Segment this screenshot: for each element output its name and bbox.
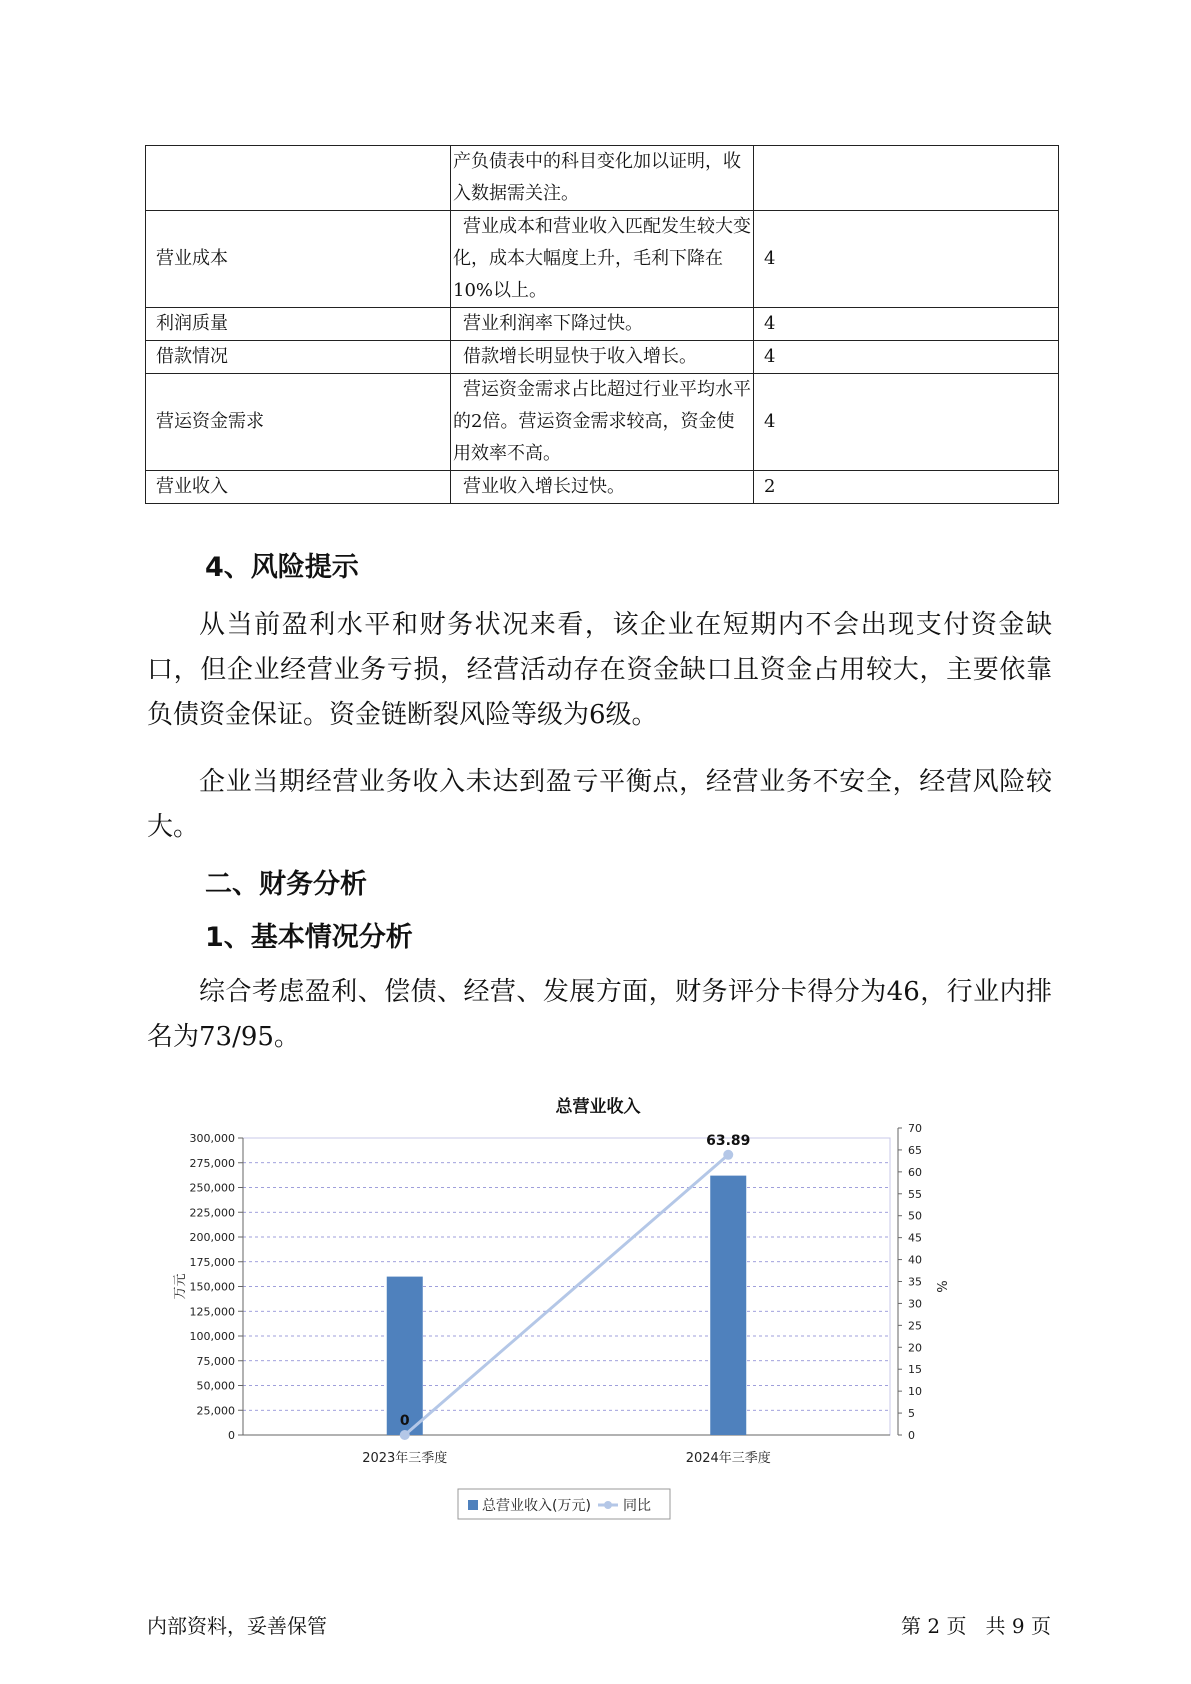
y2-tick-label: 0 <box>908 1429 915 1442</box>
bar <box>710 1176 746 1435</box>
table-cell-item: 营业收入 <box>146 471 451 504</box>
risk-paragraph-2: 企业当期经营业务收入未达到盈亏平衡点，经营业务不安全，经营风险较大。 <box>147 767 1052 842</box>
y2-axis-label: % <box>933 1280 948 1293</box>
x-tick-label: 2024年三季度 <box>685 1451 771 1466</box>
table-row <box>146 374 1059 471</box>
table-cell-score: 4 <box>754 211 1059 308</box>
table-cell-item: 借款情况 <box>146 341 451 374</box>
y2-tick-label: 60 <box>908 1165 922 1179</box>
y-tick-label: 125,000 <box>189 1305 235 1319</box>
table-row <box>146 341 1059 374</box>
y2-tick-label: 45 <box>908 1231 922 1245</box>
y-tick-label: 250,000 <box>189 1181 235 1195</box>
y2-tick-label: 50 <box>908 1209 922 1223</box>
y-tick-label: 300,000 <box>189 1132 235 1145</box>
legend-bar-label: 总营业收入(万元) <box>482 1498 591 1514</box>
table-cell-score <box>754 146 1059 211</box>
table-row <box>146 471 1059 504</box>
y-tick-label: 150,000 <box>189 1280 235 1294</box>
table-cell-desc: 营业成本和营业收入匹配发生较大变化，成本大幅度上升，毛利下降在10%以上。 <box>451 211 754 308</box>
basic-analysis-heading: 1、基本情况分析 <box>205 922 413 953</box>
legend-bar-swatch <box>468 1500 478 1510</box>
table-row <box>146 211 1059 308</box>
footer-confidential: 内部资料，妥善保管 <box>147 1614 327 1638</box>
table-cell-score: 4 <box>754 374 1059 471</box>
y2-tick-label: 5 <box>908 1407 915 1421</box>
y-tick-label: 200,000 <box>189 1231 235 1244</box>
legend-line-marker <box>604 1501 612 1509</box>
y2-tick-label: 25 <box>908 1319 922 1333</box>
y-tick-label: 75,000 <box>196 1354 235 1368</box>
y2-tick-label: 20 <box>908 1341 922 1355</box>
finance-heading: 二、财务分析 <box>205 869 367 900</box>
y-tick-label: 225,000 <box>189 1206 235 1220</box>
table-cell-item: 利润质量 <box>146 308 451 341</box>
x-tick-label: 2023年三季度 <box>362 1451 448 1466</box>
y-axis-label: 万元 <box>173 1273 188 1300</box>
y-tick-label: 100,000 <box>189 1330 235 1343</box>
basic-analysis-paragraph: 综合考虑盈利、偿债、经营、发展方面，财务评分卡得分为46，行业内排名为73/95。 <box>147 977 1052 1052</box>
table-cell-desc: 借款增长明显快于收入增长。 <box>451 341 754 374</box>
y2-tick-label: 40 <box>908 1253 922 1267</box>
table-cell-item: 营运资金需求 <box>146 374 451 471</box>
table-cell-score: 4 <box>754 308 1059 341</box>
y2-tick-label: 30 <box>908 1297 922 1311</box>
line-series <box>405 1155 729 1435</box>
table-cell-score: 2 <box>754 471 1059 504</box>
y-tick-label: 275,000 <box>189 1156 235 1170</box>
y2-tick-label: 35 <box>908 1275 922 1289</box>
risk-factor-table <box>145 145 1059 504</box>
data-label: 0 <box>399 1413 410 1429</box>
bar <box>387 1277 423 1435</box>
y2-tick-label: 55 <box>908 1187 922 1201</box>
y-tick-label: 175,000 <box>189 1255 235 1269</box>
table-cell-score: 4 <box>754 341 1059 374</box>
table-cell-item: 营业成本 <box>146 211 451 308</box>
revenue-chart <box>140 1090 1040 1550</box>
y2-tick-label: 10 <box>908 1385 922 1399</box>
table-cell-desc: 产负债表中的科目变化加以证明，收入数据需关注。 <box>451 146 754 211</box>
line-point <box>400 1430 410 1440</box>
table-cell-desc: 营业收入增长过快。 <box>451 471 754 504</box>
y2-tick-label: 70 <box>908 1122 922 1135</box>
y-tick-label: 25,000 <box>196 1404 235 1418</box>
y2-tick-label: 65 <box>908 1143 922 1157</box>
y-tick-label: 0 <box>228 1429 235 1442</box>
table-row <box>146 146 1059 211</box>
risk-heading: 4、风险提示 <box>205 552 359 583</box>
table-cell-item <box>146 146 451 211</box>
y2-tick-label: 15 <box>908 1363 922 1377</box>
y-tick-label: 50,000 <box>196 1379 235 1393</box>
footer-page-number: 第 2 页 共 9 页 <box>901 1614 1051 1638</box>
risk-paragraph-1: 从当前盈利水平和财务状况来看，该企业在短期内不会出现支付资金缺口，但企业经营业务亏损，经营活动存在资金缺口且资金占用较大，主要依靠负债资金保证。资金链断裂风险等级为6级。 <box>147 610 1052 730</box>
chart-title: 总营业收入 <box>555 1097 641 1117</box>
legend-line-label: 同比 <box>623 1498 651 1514</box>
table-cell-desc: 营运资金需求占比超过行业平均水平的2倍。营运资金需求较高，资金使用效率不高。 <box>451 374 754 471</box>
data-label: 63.89 <box>706 1132 751 1149</box>
table-row <box>146 308 1059 341</box>
table-cell-desc: 营业利润率下降过快。 <box>451 308 754 341</box>
line-point <box>723 1150 733 1160</box>
